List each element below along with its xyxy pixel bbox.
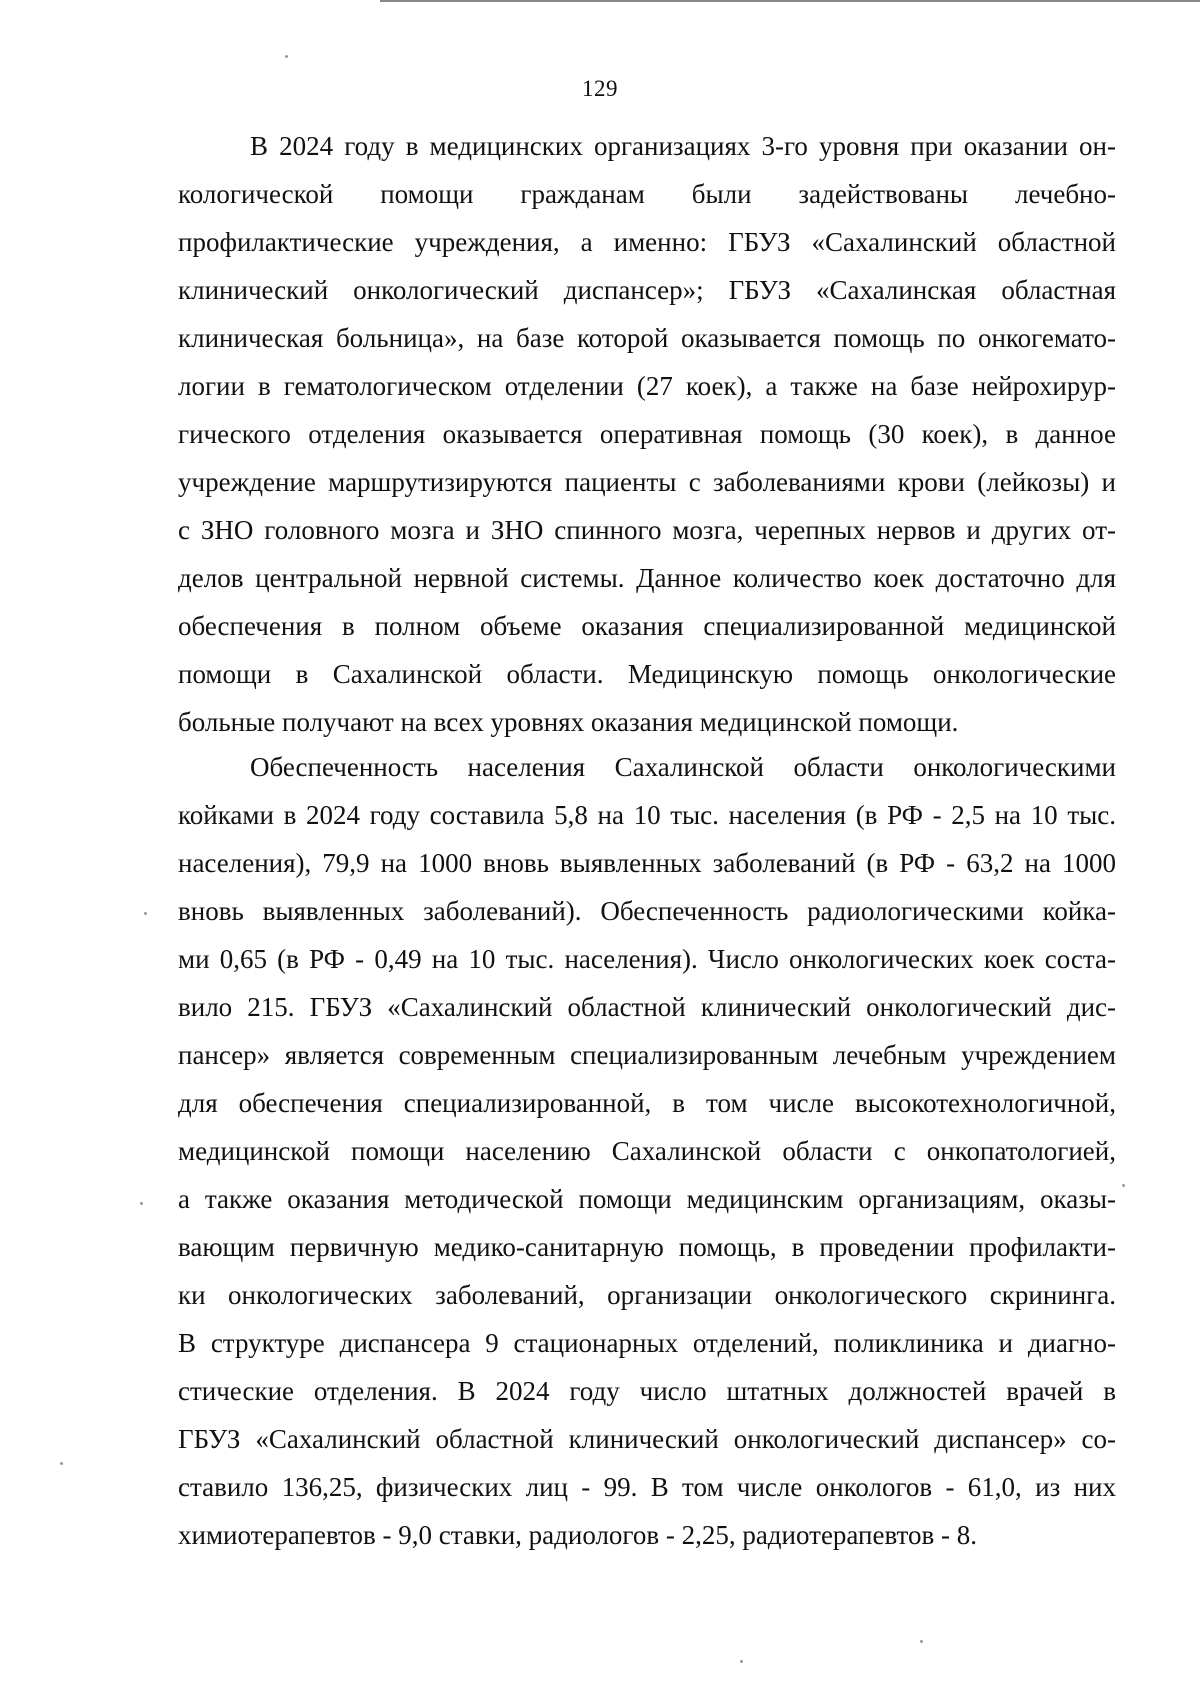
text-line: вило 215. ГБУЗ «Сахалинский областной клинический онкологический дис- — [178, 992, 1116, 1022]
text-line: ми 0,65 (в РФ - 0,49 на 10 тыс. населения). Число онкологических коек соста- — [178, 944, 1116, 974]
text-line: для обеспечения специализированной, в том числе высокотехнологичной, — [178, 1088, 1116, 1118]
text-line: учреждение маршрутизируются пациенты с заболеваниями крови (лейкозы) и — [178, 467, 1116, 497]
scan-speck — [285, 55, 288, 58]
scan-speck — [140, 1202, 143, 1205]
text-line: логии в гематологическом отделении (27 коек), а также на базе нейрохирур- — [178, 371, 1116, 401]
text-line: ГБУЗ «Сахалинский областной клинический онкологический диспансер» со- — [178, 1424, 1116, 1454]
text-line: клиническая больница», на базе которой оказывается помощь по онкогемато- — [178, 323, 1116, 353]
text-line: ки онкологических заболеваний, организации онкологического скрининга. — [178, 1280, 1116, 1310]
scan-speck — [144, 912, 147, 915]
text-line: стические отделения. В 2024 году число штатных должностей врачей в — [178, 1376, 1116, 1406]
text-line: гического отделения оказывается оперативная помощь (30 коек), в данное — [178, 419, 1116, 449]
text-line: населения), 79,9 на 1000 вновь выявленных заболеваний (в РФ - 63,2 на 1000 — [178, 848, 1116, 878]
scan-speck — [60, 1462, 63, 1465]
text-line: медицинской помощи населению Сахалинской области с онкопатологией, — [178, 1136, 1116, 1166]
scan-speck — [1122, 1184, 1125, 1187]
text-line: ставило 136,25, физических лиц - 99. В том числе онкологов - 61,0, из них — [178, 1472, 1116, 1502]
text-line: пансер» является современным специализированным лечебным учреждением — [178, 1040, 1116, 1070]
text-line: с ЗНО головного мозга и ЗНО спинного мозга, черепных нервов и других от- — [178, 515, 1116, 545]
page-number: 129 — [582, 76, 618, 101]
text-line: кологической помощи гражданам были задействованы лечебно- — [178, 179, 1116, 209]
text-line: делов центральной нервной системы. Данное количество коек достаточно для — [178, 563, 1116, 593]
text-line: В 2024 году в медицинских организациях 3-го уровня при оказании он- — [250, 131, 1116, 161]
scan-speck — [740, 1660, 743, 1663]
text-line: профилактические учреждения, а именно: ГБУЗ «Сахалинский областной — [178, 227, 1116, 257]
text-line: В структуре диспансера 9 стационарных отделений, поликлиника и диагно- — [178, 1328, 1116, 1358]
scan-top-edge — [380, 0, 1200, 2]
text-line: больные получают на всех уровнях оказания медицинской помощи. — [178, 707, 959, 737]
text-line: а также оказания методической помощи медицинским организациям, оказы- — [178, 1184, 1116, 1214]
text-line: Обеспеченность населения Сахалинской области онкологическими — [250, 752, 1116, 782]
text-line: помощи в Сахалинской области. Медицинскую помощь онкологические — [178, 659, 1116, 689]
text-line: химиотерапевтов - 9,0 ставки, радиологов - 2,25, радиотерапевтов - 8. — [178, 1520, 977, 1550]
text-line: обеспечения в полном объеме оказания специализированной медицинской — [178, 611, 1116, 641]
text-line: койками в 2024 году составила 5,8 на 10 тыс. населения (в РФ - 2,5 на 10 тыс. — [178, 800, 1116, 830]
text-line: вновь выявленных заболеваний). Обеспеченность радиологическими койка- — [178, 896, 1116, 926]
text-line: клинический онкологический диспансер»; ГБУЗ «Сахалинская областная — [178, 275, 1116, 305]
text-line: вающим первичную медико-санитарную помощь, в проведении профилакти- — [178, 1232, 1116, 1262]
scan-speck — [920, 1640, 923, 1643]
